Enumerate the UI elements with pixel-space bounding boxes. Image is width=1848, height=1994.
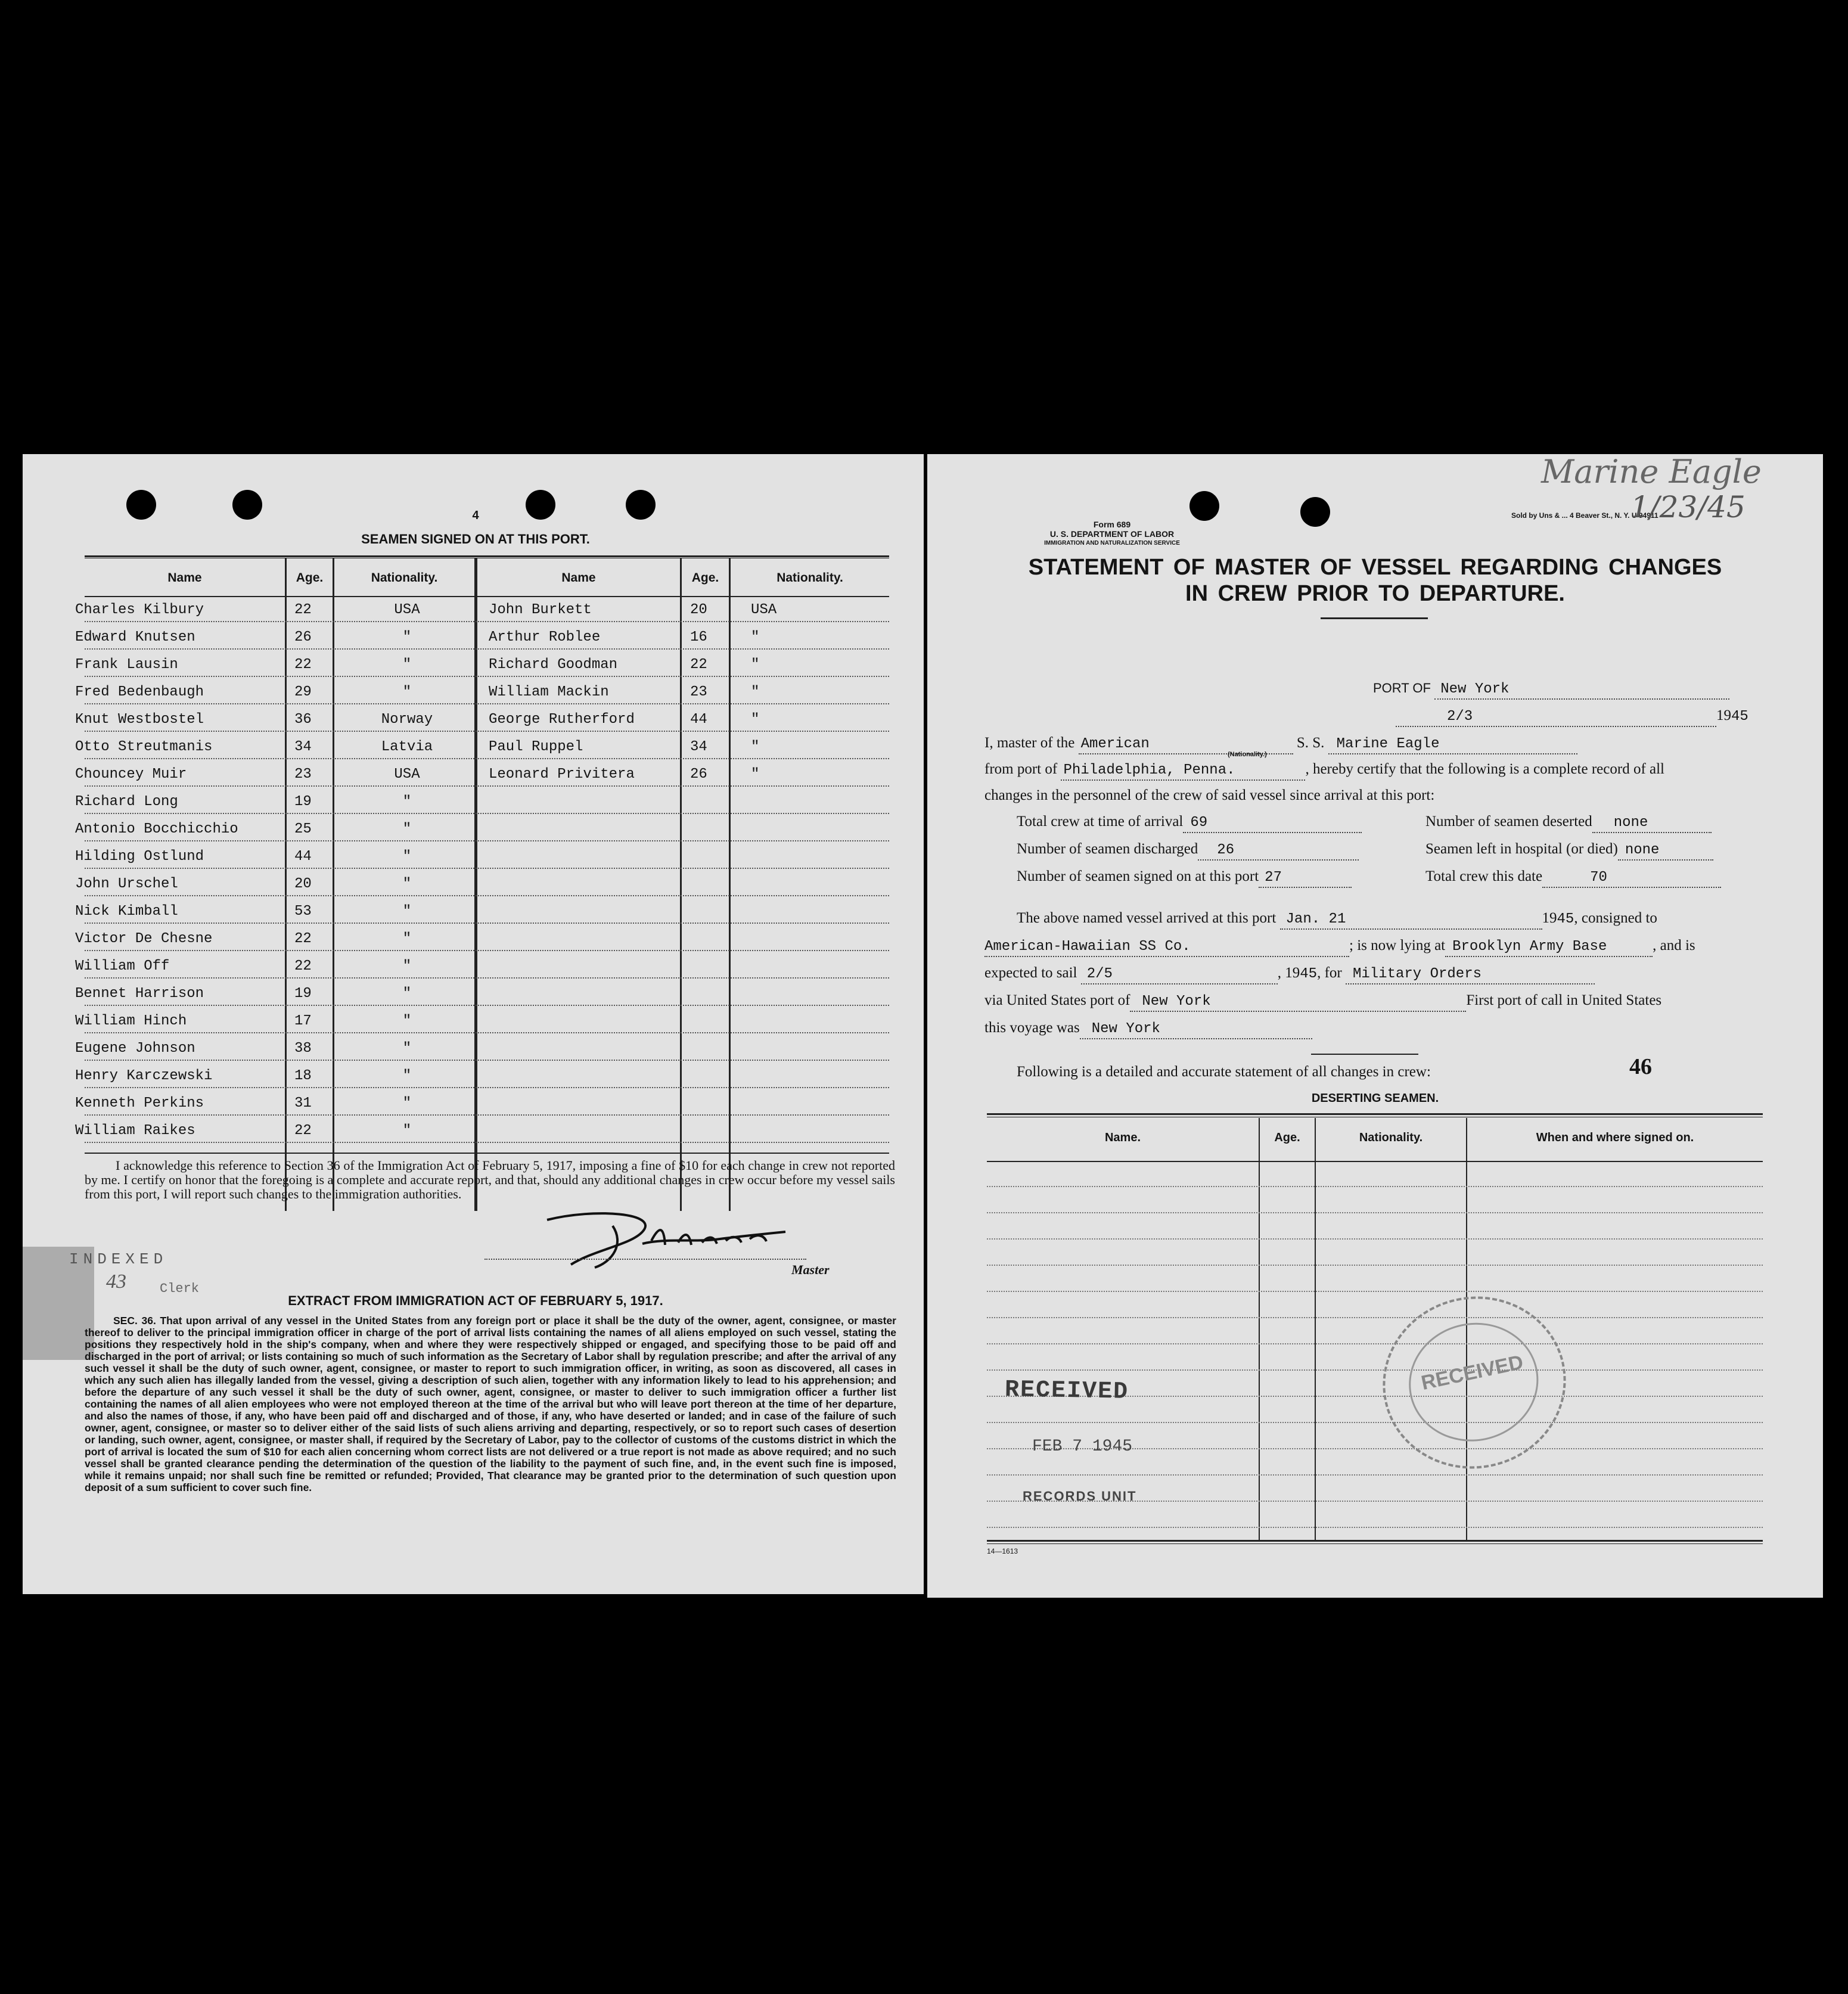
crew-name: Nick Kimball [75, 903, 178, 920]
total-crew-arrival-field [1017, 813, 1362, 833]
handwritten-date: 1/23/45 [1630, 490, 1745, 524]
table-row-rule [987, 1343, 1763, 1344]
table-row-rule [85, 621, 889, 622]
crew-nationality: " [402, 876, 412, 892]
crew-nationality: " [402, 794, 412, 810]
crew-name: Chouncey Muir [75, 766, 187, 782]
crew-nationality: " [402, 821, 412, 837]
crew-nationality: " [751, 739, 760, 755]
master-of-the: I, master of the [984, 735, 1075, 751]
column-divider [729, 558, 731, 1211]
seamen-hospital-label: Seamen left in hospital (or died) [1425, 841, 1618, 857]
round-stamp [1366, 1279, 1582, 1486]
table-row-rule [987, 1527, 1763, 1528]
crew-name: William Raikes [75, 1123, 195, 1139]
crew-age: 22 [294, 657, 312, 673]
year-value: 45 [1731, 709, 1748, 725]
table-top-rule [987, 1113, 1763, 1115]
crew-nationality: " [402, 1123, 412, 1139]
table-row-rule [85, 895, 889, 896]
crew-age: 23 [294, 766, 312, 782]
handwritten-vessel: Marine Eagle [1541, 454, 1762, 490]
crew-name: Richard Goodman [489, 657, 618, 673]
seamen-discharged-value: 26 [1217, 842, 1235, 858]
crew-age: 53 [294, 903, 312, 920]
indexed-clerk: Clerk [160, 1281, 200, 1296]
col-when-where: When and where signed on. [1536, 1131, 1694, 1144]
extract-text: SEC. 36. That upon arrival of any vessel in the United States from any foreign port or place it shall be the duty of the owner, agent, consignee, or master thereof to deliver to the principal immigration officer in charge of the port of arrival lists containing the names of all aliens employed on such vessel, stating the positions they respectively hold in the ship's company, when and where they were respectively shipped or engaged, and specifying those to be paid off and discharged in the port of arrival; or lists containing so much of such information as the Secretary of Labor shall by regulation prescribe; and after the arrival of any such vessel it shall be the duty of such owner, agent, consignee, or master to report to such immigration officer, in writing, as soon as discovered, all cases in which any such alien has illegally landed from the vessel, giving a description of such alien, together with any information likely to lead to his apprehension; and before the departure of any such vessel it shall be the duty of such owner, agent, consignee, or master to deliver to such immigration officer a further list containing the names of all alien employees who were not employed thereon at the time of the arrival but who will leave port thereon at the time of her departure, and also the names of those, if any, who have been paid off and discharged and of those, if any, who have deserted or landed; and in case of the failure of such owner, agent, consignee, or master so to deliver either of the said lists of such aliens arriving and departing, respectively, or so to report such cases of desertion or landing, such owner, agent, consignee, or master shall, if required by the Secretary of Labor, pay to the collector of customs of the customs district in which the port of arrival is located the sum of $10 for each alien concerning whom correct lists are not delivered or a true report is not made as above required; and no such vessel shall be granted clearance pending the determination of the question of the liability to the payment of such fine, and, in the event such fine is imposed, while it remains unpaid; nor shall such fine be remitted or refunded; Provided, That clearance may be granted prior to the determination of such question upon deposit of a sum sufficient to cover such fine. [85, 1315, 896, 1493]
crew-name: Antonio Bocchicchio [75, 821, 238, 837]
port-label: PORT OF [1373, 681, 1431, 695]
crew-nationality: " [402, 849, 412, 865]
crew-nationality: USA [394, 602, 420, 618]
crew-nationality: " [751, 766, 760, 782]
table-row-rule [85, 1032, 889, 1033]
crew-nationality: " [402, 903, 412, 920]
year-prefix: 19 [1716, 707, 1731, 723]
table-row-rule [987, 1369, 1763, 1371]
crew-name: Eugene Johnson [75, 1041, 195, 1057]
crew-age: 26 [294, 629, 312, 645]
header-name: Name [167, 571, 202, 585]
crew-age: 29 [294, 684, 312, 700]
deserting-title: DESERTING SEAMEN. [1311, 1092, 1439, 1105]
sold-by: Sold by Uns & ... 4 Beaver St., N. Y. U 94911 [1511, 511, 1658, 520]
crew-nationality: " [402, 657, 412, 673]
column-divider [474, 558, 477, 1211]
consignee-value: American-Hawaiian SS Co. [984, 939, 1191, 955]
crew-nationality: " [402, 629, 412, 645]
table-row-rule [85, 950, 889, 951]
crew-age: 20 [294, 876, 312, 892]
seamen-deserted-field [1425, 813, 1712, 833]
crew-age: 34 [294, 739, 312, 755]
table-row-rule [85, 676, 889, 677]
title-rule [1321, 617, 1428, 619]
seamen-signed-field [1017, 868, 1352, 888]
crew-age: 44 [294, 849, 312, 865]
table-row-rule [85, 703, 889, 704]
crew-nationality: " [402, 1095, 412, 1111]
form-header [1023, 520, 1201, 548]
port-field [1373, 679, 1729, 700]
page-number: 4 [472, 509, 479, 522]
master-signature [523, 1208, 803, 1274]
crew-age: 22 [294, 931, 312, 947]
table-row-rule [987, 1265, 1763, 1266]
table-row-rule [85, 977, 889, 979]
via-field [984, 992, 1661, 1012]
crew-name: William Mackin [489, 684, 609, 700]
crew-nationality: " [402, 931, 412, 947]
crew-age: 22 [690, 657, 707, 673]
crew-nationality: " [402, 1068, 412, 1084]
total-crew-arrival-label: Total crew at time of arrival [1017, 813, 1184, 830]
crew-age: 22 [294, 958, 312, 974]
crew-age: 22 [294, 1123, 312, 1139]
footer-code: 14—1613 [987, 1547, 1018, 1555]
crew-age: 34 [690, 739, 707, 755]
seamen-discharged-label: Number of seamen discharged [1017, 841, 1198, 857]
destination-value: Military Orders [1352, 966, 1482, 982]
short-rule [1311, 1054, 1418, 1055]
table-row-rule [987, 1291, 1763, 1292]
first-port-value: New York [1091, 1021, 1160, 1037]
crew-nationality: " [402, 1041, 412, 1057]
crew-nationality: USA [394, 766, 420, 782]
total-crew-date-field [1425, 868, 1721, 888]
changes-text: changes in the personnel of the crew of said vessel since arrival at this port: [984, 787, 1435, 803]
table-row-rule [85, 868, 889, 869]
crew-name: Frank Lausin [75, 657, 178, 673]
table-row-rule [85, 1060, 889, 1061]
nationality-value: American [1080, 736, 1150, 752]
first-port-field [984, 1019, 1312, 1039]
crew-name: Kenneth Perkins [75, 1095, 204, 1111]
table-row-rule [85, 840, 889, 841]
crew-nationality: " [402, 684, 412, 700]
table-row-rule [85, 813, 889, 814]
table-row-rule [85, 731, 889, 732]
crew-name: William Off [75, 958, 170, 974]
from-port-label: from port of [984, 761, 1058, 777]
right-page [927, 454, 1823, 1598]
crew-nationality: " [402, 986, 412, 1002]
header-nationality: Nationality. [777, 571, 843, 585]
column-divider [285, 558, 287, 1211]
arrived-label: The above named vessel arrived at this port [1017, 910, 1276, 926]
and-is: , and is [1653, 937, 1695, 953]
following-text: Following is a detailed and accurate statement of all changes in crew: [1017, 1064, 1431, 1080]
table-bottom-rule [85, 1153, 889, 1154]
table-row-rule [85, 1142, 889, 1143]
expected-field [984, 964, 1595, 984]
seamen-deserted-value: none [1613, 815, 1648, 831]
total-crew-date-value: 70 [1590, 869, 1607, 886]
crew-name: Leonard Privitera [489, 766, 635, 782]
from-port-field [984, 760, 1664, 781]
lying-at-label: ; is now lying at [1349, 937, 1446, 953]
this-voyage-label: this voyage was [984, 1020, 1080, 1036]
service: IMMIGRATION AND NATURALIZATION SERVICE [1044, 540, 1180, 546]
left-page [23, 454, 924, 1594]
department: U. S. DEPARTMENT OF LABOR [1049, 529, 1175, 539]
crew-age: 26 [690, 766, 707, 782]
page-count: 46 [1629, 1054, 1652, 1079]
crew-age: 31 [294, 1095, 312, 1111]
table-row-rule [987, 1422, 1763, 1423]
table-top-rule [85, 555, 889, 557]
crew-age: 36 [294, 712, 312, 728]
via-port: New York [1142, 993, 1211, 1010]
arrived-year-prefix: 19 [1542, 910, 1557, 926]
acknowledgement-text: I acknowledge this reference to Section 36 of the Immigration Act of February 5, 1917, imposing a fine of $10 for each change in crew not reported by me. I certify on honor that the foregoing is a complete and accurate report, and that, should any additional changes in crew occur before my vessel sails from this port, I will report such changes to the immigration authorities. [85, 1158, 895, 1201]
crew-nationality: " [751, 712, 760, 728]
arrived-field [1017, 909, 1657, 930]
table-row-rule [85, 1114, 889, 1116]
col-name: Name. [1104, 1131, 1141, 1144]
punch-hole [1300, 497, 1330, 527]
crew-age: 17 [294, 1013, 312, 1029]
crew-name: Otto Streutmanis [75, 739, 213, 755]
expected-year: 45 [1300, 966, 1318, 982]
crew-name: Hilding Ostlund [75, 849, 204, 865]
form-title-line2: IN CREW PRIOR TO DEPARTURE. [1185, 581, 1565, 606]
column-divider [1259, 1118, 1260, 1540]
crew-nationality: " [402, 1013, 412, 1029]
table-header-rule [987, 1161, 1763, 1162]
col-nationality: Nationality. [1359, 1131, 1423, 1144]
date-field [1396, 707, 1748, 727]
seamen-hospital-field [1425, 840, 1713, 861]
table-row-rule [85, 923, 889, 924]
punch-hole [1189, 491, 1219, 521]
from-port-value: Philadelphia, Penna. [1063, 762, 1235, 778]
table-row-rule [85, 1087, 889, 1088]
records-unit: RECORDS UNIT [1023, 1489, 1137, 1504]
crew-name: Bennet Harrison [75, 986, 204, 1002]
table-row-rule [85, 1005, 889, 1006]
nationality-caption: (Nationality.) [1228, 751, 1267, 758]
crew-nationality: " [751, 684, 760, 700]
indexed-stamp: INDEXED [69, 1250, 168, 1268]
total-crew-arrival-value: 69 [1190, 815, 1208, 831]
crew-age: 20 [690, 602, 707, 618]
table-bottom-rule [987, 1543, 1763, 1544]
crew-name: John Urschel [75, 876, 178, 892]
crew-name: Henry Karczewski [75, 1068, 213, 1084]
seamen-signed-label: Number of seamen signed on at this port [1017, 868, 1259, 884]
column-divider [1315, 1118, 1316, 1540]
signature-line [484, 1259, 806, 1260]
lying-at-value: Brooklyn Army Base [1452, 939, 1607, 955]
table-row-rule [987, 1317, 1763, 1318]
crew-name: Knut Westbostel [75, 712, 204, 728]
crew-name: George Rutherford [489, 712, 635, 728]
table-row-rule [987, 1212, 1763, 1213]
crew-name: William Hinch [75, 1013, 187, 1029]
crew-age: 38 [294, 1041, 312, 1057]
crew-name: Arthur Roblee [489, 629, 601, 645]
crew-nationality: USA [751, 602, 777, 618]
arrived-year: 45 [1557, 911, 1574, 927]
seamen-hospital-value: none [1625, 842, 1660, 858]
crew-age: 16 [690, 629, 707, 645]
indexed-number: 43 [106, 1271, 126, 1293]
column-divider [680, 558, 682, 1211]
seamen-discharged-field [1017, 840, 1359, 861]
crew-name: Fred Bedenbaugh [75, 684, 204, 700]
master-nationality-field [984, 734, 1577, 754]
crew-name: Richard Long [75, 794, 178, 810]
header-name: Name [561, 571, 596, 585]
date-value: 2/3 [1447, 709, 1473, 725]
crew-name: Paul Ruppel [489, 739, 583, 755]
table-row-rule [85, 785, 889, 787]
table-header-rule [85, 596, 889, 597]
round-stamp-text: RECEIVED [1419, 1350, 1526, 1395]
col-age: Age. [1274, 1131, 1300, 1144]
crew-nationality: " [751, 657, 760, 673]
header-nationality: Nationality. [371, 571, 438, 585]
crew-name: Edward Knutsen [75, 629, 195, 645]
crew-age: 22 [294, 602, 312, 618]
table-row-rule [987, 1238, 1763, 1240]
seamen-deserted-label: Number of seamen deserted [1425, 813, 1592, 830]
master-label: Master [791, 1262, 830, 1277]
crew-age: 18 [294, 1068, 312, 1084]
crew-nationality: Latvia [381, 739, 433, 755]
crew-age: 44 [690, 712, 707, 728]
expected-year-prefix: , 19 [1277, 965, 1300, 981]
header-age: Age. [691, 571, 719, 585]
consigned-to: , consigned to [1574, 910, 1657, 926]
crew-nationality: " [751, 629, 760, 645]
crew-age: 19 [294, 986, 312, 1002]
table-row-rule [987, 1186, 1763, 1187]
expected-date: 2/5 [1086, 966, 1113, 982]
arrived-date: Jan. 21 [1285, 911, 1346, 927]
certify-text: , hereby certify that the following is a complete record of all [1305, 761, 1665, 777]
extract-title: EXTRACT FROM IMMIGRATION ACT OF FEBRUARY 5, 1917. [288, 1293, 663, 1308]
first-port-label: First port of call in United States [1466, 992, 1662, 1008]
crew-name: John Burkett [489, 602, 592, 618]
table-row-rule [987, 1474, 1763, 1476]
table-bottom-rule [987, 1540, 1763, 1542]
port-value: New York [1440, 681, 1510, 697]
crew-nationality: " [402, 958, 412, 974]
form-number: Form 689 [1093, 520, 1131, 529]
for-label: , for [1317, 965, 1342, 981]
vessel-name: Marine Eagle [1336, 736, 1440, 752]
form-title-line1: STATEMENT OF MASTER OF VESSEL REGARDING CHANGES [1028, 555, 1722, 580]
crew-age: 25 [294, 821, 312, 837]
via-label: via United States port of [984, 992, 1130, 1008]
crew-age: 19 [294, 794, 312, 810]
seamen-signed-value: 27 [1265, 869, 1282, 886]
column-divider [333, 558, 334, 1211]
expected-label: expected to sail [984, 965, 1077, 981]
table-row-rule [85, 648, 889, 650]
crew-age: 23 [690, 684, 707, 700]
crew-nationality: Norway [381, 712, 433, 728]
received-date: FEB 7 1945 [1032, 1437, 1133, 1456]
header-age: Age. [296, 571, 324, 585]
total-crew-date-label: Total crew this date [1425, 868, 1543, 884]
section-title: SEAMEN SIGNED ON AT THIS PORT. [361, 532, 590, 546]
ss-label: S. S. [1296, 735, 1325, 751]
table-row-rule [85, 758, 889, 759]
consignee-field [984, 937, 1695, 957]
crew-name: Charles Kilbury [75, 602, 204, 618]
received-stamp: RECEIVED [1004, 1377, 1129, 1406]
crew-name: Victor De Chesne [75, 931, 213, 947]
